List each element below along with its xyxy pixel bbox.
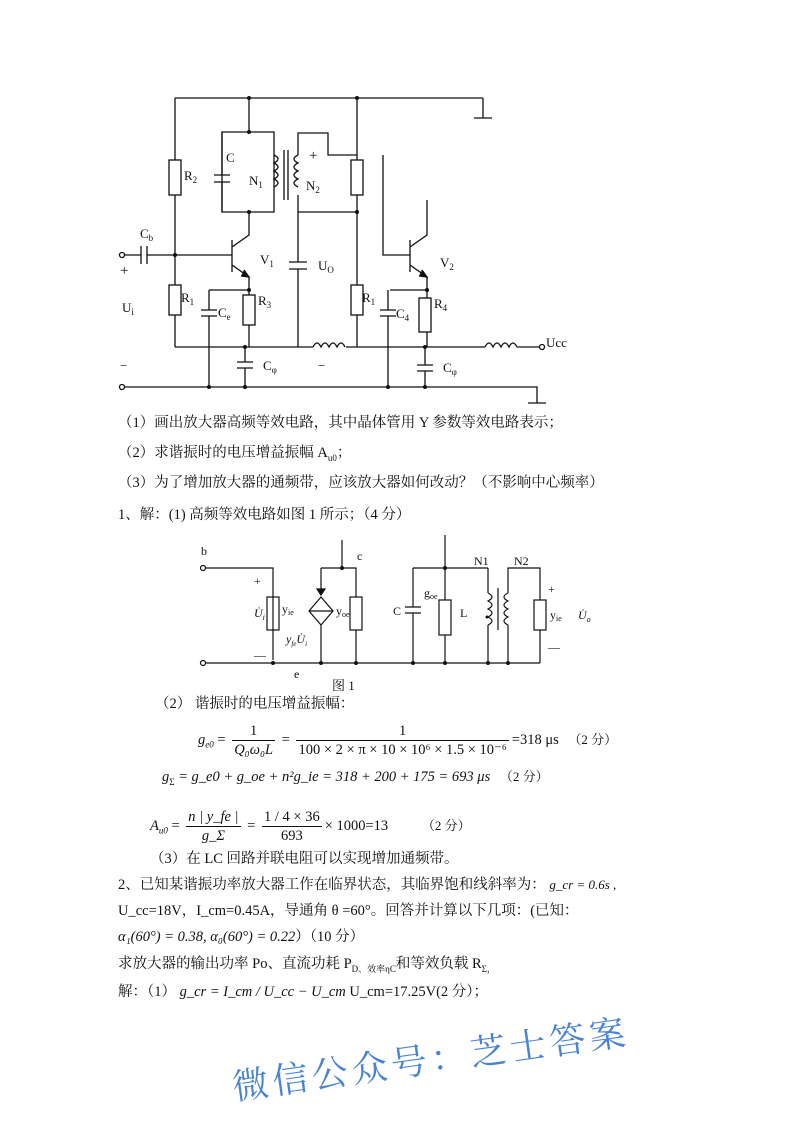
label-plus-top: +: [309, 148, 318, 164]
label-Ce: $C_e$: [218, 305, 231, 322]
q2-line1-text: 2、已知某谐振功率放大器工作在临界状态，其临界饱和线斜率为：: [118, 877, 546, 893]
equivalent-circuit-figure: [0, 535, 793, 695]
formula-gsum: [162, 768, 549, 791]
q2-line4-sub: D、效率ηC: [351, 963, 396, 974]
label-plus-in: +: [120, 263, 129, 279]
question-1: （1）画出放大器高频等效电路，其中晶体管用 Y 参数等效电路表示；: [118, 415, 563, 431]
au0-num2: 1 / 4 × 36: [263, 809, 320, 825]
label-N1: $N_1$: [249, 173, 263, 190]
label-c: c: [357, 549, 363, 563]
label-R2: $R_2$: [184, 168, 198, 185]
ge0-score: （2 分）: [568, 731, 618, 747]
question-2-text: （2）求谐振时的电压增益振幅 A: [118, 445, 328, 461]
label-e: e: [294, 667, 300, 681]
label-L: L: [460, 606, 468, 620]
label-R4: $R_4$: [434, 296, 448, 313]
q2-line4-tail-sub: Σ，: [481, 963, 496, 974]
au0-den2: 693: [280, 828, 303, 844]
label-plus-right: +: [548, 582, 555, 596]
label-C: C: [226, 150, 235, 165]
gsum-rhs: = g_e0 + g_oe + n²g_ie = 318 + 200 + 175 = 693 μs: [178, 769, 491, 785]
label-V1: $V_1$: [260, 252, 274, 269]
label-yie-left: yie: [282, 602, 294, 617]
label-N1: N1: [474, 554, 489, 568]
label-N2: N2: [514, 554, 529, 568]
answer-1-title: 1、解：(1) 高频等效电路如图 1 所示；（4 分）: [118, 507, 411, 523]
q2-line2: U_cc=18V，I_cm=0.45A，导通角 θ =60°。回答并计算以下几项：(已知：: [118, 903, 579, 919]
label-Ui: $U̇_i$: [254, 606, 265, 622]
formula-ge0: $g_{e0}$ = $\frac{1}{\text{Q₀ω₀L}}$ = $\frac{1}{\text{100 × 2 × π × 10 × 10⁶ × 1.5 × 10⁻⁶}}$ =318 μs （2 分）: [198, 723, 618, 758]
label-R3: $R_3$: [258, 293, 272, 310]
ge0-den1: Q₀ω₀L: [234, 742, 274, 758]
label-minus-in: −: [120, 358, 128, 373]
question-2-end: ；: [336, 445, 352, 461]
label-minus-right: —: [548, 640, 560, 654]
q2-line4-text: 求放大器的输出功率 Po、直流功耗 P: [118, 956, 352, 972]
label-N2: $N_2$: [306, 178, 320, 195]
q2-line3-tail: ）（10 分）: [295, 929, 365, 945]
label-Ucc: Ucc: [546, 335, 567, 350]
label-yie-right: yie: [550, 608, 562, 623]
label-V2: $V_2$: [440, 255, 454, 272]
ge0-lhs-sub: e0: [205, 739, 214, 750]
label-Cphi2: $C_\varphi$: [443, 360, 457, 377]
au0-lhs: A: [150, 817, 159, 834]
au0-result: × 1000=13: [324, 817, 389, 834]
label-Cphi1: $C_\varphi$: [263, 358, 277, 375]
label-minus-left: —: [254, 648, 266, 662]
q2-line1: [118, 876, 616, 894]
label-R1a: $R_1$: [181, 290, 195, 307]
au0-score: （2 分）: [421, 817, 471, 833]
label-Uo: $U_O$: [318, 258, 334, 275]
gsum-score: （2 分）: [499, 769, 549, 784]
label-R1b: $R_1$: [362, 290, 376, 307]
watermark: 微信公众号：芝士答案: [230, 1012, 632, 1109]
q2-line5: [118, 983, 488, 1001]
label-plus-left: +: [254, 574, 261, 588]
ge0-num2: 1: [296, 722, 508, 741]
gsum-lhs: g: [162, 769, 170, 785]
label-Uo: $U̇_o$: [578, 608, 591, 624]
label-minus-mid: −: [318, 358, 326, 373]
ge0-result: =318 μs: [511, 731, 559, 748]
q2-gcr-formula: g_cr = 0.6s ,: [549, 877, 617, 892]
question-3: （3）为了增加放大器的通频带，应该放大器如何改动？（不影响中心频率）: [118, 475, 604, 491]
q2-line4: [118, 955, 496, 978]
part2-title: （2） 谐振时的电压增益振幅：: [155, 696, 355, 712]
q2-line5-formula: g_cr = I_cm / U_cc − U_cm: [179, 984, 346, 1000]
question-2-sub: u0: [327, 452, 337, 463]
label-b: b: [201, 544, 207, 558]
part3-answer: （3）在 LC 回路并联电阻可以实现增加通频带。: [150, 851, 459, 867]
question-2: [118, 444, 351, 467]
au0-num1: n | y_fe |: [188, 809, 239, 825]
q2-alpha-formula: α₁(60°) = 0.38, α₀(60°) = 0.22: [118, 929, 296, 945]
label-yoe: yoe: [336, 604, 350, 619]
q2-line5-label: 解：（1）: [118, 984, 176, 1000]
formula-au0: $A_{u0}$ = $\frac{n | y\_fe |}{g\_\Sigma}$ = $\frac{1 / 4 \times 36}{693}$ × 1000=13 （2 分）: [150, 809, 471, 844]
label-C: C: [393, 604, 402, 618]
q2-line5-tail: U_cm=17.25V(2 分）；: [349, 984, 489, 1000]
ge0-den2: 100 × 2 × π × 10 × 10⁶ × 1.5 × 10⁻⁶: [298, 742, 507, 758]
amplifier-circuit-diagram: [0, 0, 793, 410]
label-Cb: $C_b$: [140, 226, 154, 243]
label-yfe-Ui: $y_{fe}U̇_i$: [286, 632, 308, 648]
label-goe: goe: [424, 586, 438, 601]
q2-line3: [118, 928, 364, 946]
ge0-num1: 1: [232, 722, 275, 741]
label-C4: $C_4$: [396, 306, 410, 323]
gsum-lhs-sub: Σ: [169, 776, 175, 787]
figure-caption: 图 1: [332, 678, 355, 693]
q2-line4-tail: 和等效负载 R: [395, 956, 482, 972]
au0-den1: g_Σ: [201, 828, 225, 844]
label-Ui: $U_i$: [122, 300, 134, 317]
au0-lhs-sub: u0: [158, 825, 168, 836]
ge0-lhs: g: [198, 731, 206, 748]
